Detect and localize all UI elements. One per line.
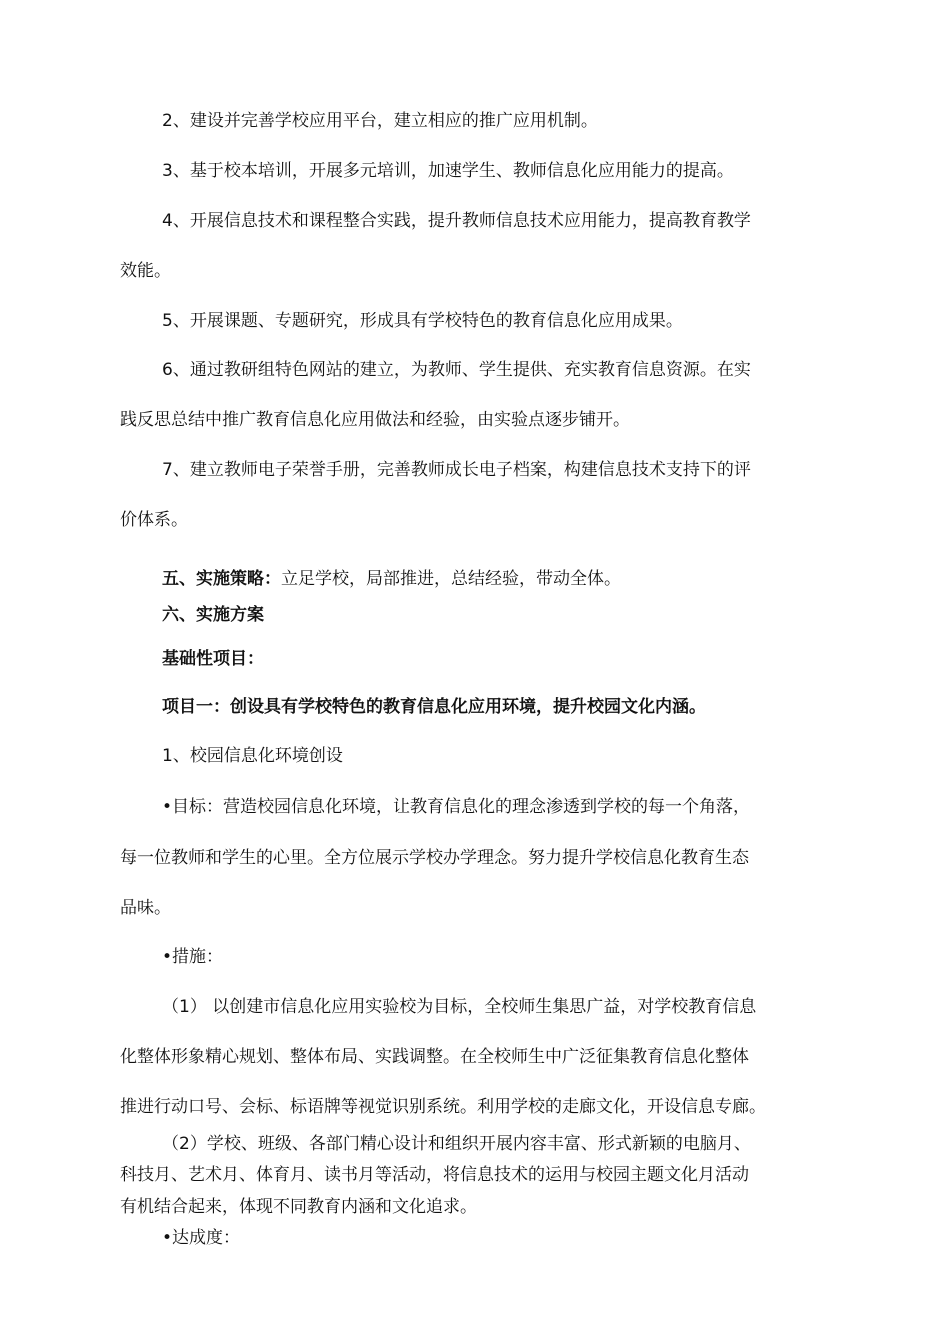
measure-1-line-1: （1） 以创建市信息化应用实验校为目标，全校师生集思广益，对学校教育信息 <box>162 997 757 1017</box>
paragraph-item-4: 4、开展信息技术和课程整合实践，提升教师信息技术应用能力，提高教育教学 <box>162 211 751 231</box>
paragraph-item-2: 2、建设并完善学校应用平台，建立相应的推广应用机制。 <box>162 111 598 131</box>
paragraph-item-7: 7、建立教师电子荣誉手册，完善教师成长电子档案，构建信息技术支持下的评 <box>162 460 751 480</box>
section-six-heading: 六、实施方案 <box>162 605 264 625</box>
measures-label: •措施： <box>162 947 224 967</box>
section-five-text: 立足学校，局部推进，总结经验，带动全体。 <box>281 569 621 589</box>
paragraph-item-4-cont: 效能。 <box>120 261 171 281</box>
paragraph-item-5: 5、开展课题、专题研究，形成具有学校特色的教育信息化应用成果。 <box>162 311 683 331</box>
goal-line-1: •目标：营造校园信息化环境，让教育信息化的理念渗透到学校的每一个角落， <box>162 797 751 817</box>
section-five <box>162 567 621 591</box>
project-one-heading: 项目一：创设具有学校特色的教育信息化应用环境，提升校园文化内涵。 <box>162 697 706 717</box>
paragraph-item-6-cont: 践反思总结中推广教育信息化应用做法和经验，由实验点逐步铺开。 <box>120 410 630 430</box>
measure-2-line-1: （2）学校、班级、各部门精心设计和组织开展内容丰富、形式新颖的电脑月、 <box>162 1134 751 1154</box>
paragraph-item-3: 3、基于校本培训，开展多元培训，加速学生、教师信息化应用能力的提高。 <box>162 161 734 181</box>
measure-2-line-2: 科技月、艺术月、体育月、读书月等活动，将信息技术的运用与校园主题文化月活动 <box>120 1165 749 1185</box>
goal-line-2: 每一位教师和学生的心里。全方位展示学校办学理念。努力提升学校信息化教育生态 <box>120 848 749 868</box>
measure-1-line-2: 化整体形象精心规划、整体布局、实践调整。在全校师生中广泛征集教育信息化整体 <box>120 1047 749 1067</box>
measure-2-line-3: 有机结合起来，体现不同教育内涵和文化追求。 <box>120 1197 477 1217</box>
section-five-heading: 五、实施策略： <box>162 569 281 589</box>
basic-projects-heading: 基础性项目： <box>162 649 264 669</box>
goal-line-3: 品味。 <box>120 898 171 918</box>
achievement-label: •达成度： <box>162 1228 241 1248</box>
subsection-1-title: 1、校园信息化环境创设 <box>162 746 343 766</box>
paragraph-item-6: 6、通过教研组特色网站的建立，为教师、学生提供、充实教育信息资源。在实 <box>162 360 751 380</box>
measure-1-line-3: 推进行动口号、会标、标语牌等视觉识别系统。利用学校的走廊文化，开设信息专廊。 <box>120 1097 766 1117</box>
paragraph-item-7-cont: 价体系。 <box>120 510 188 530</box>
